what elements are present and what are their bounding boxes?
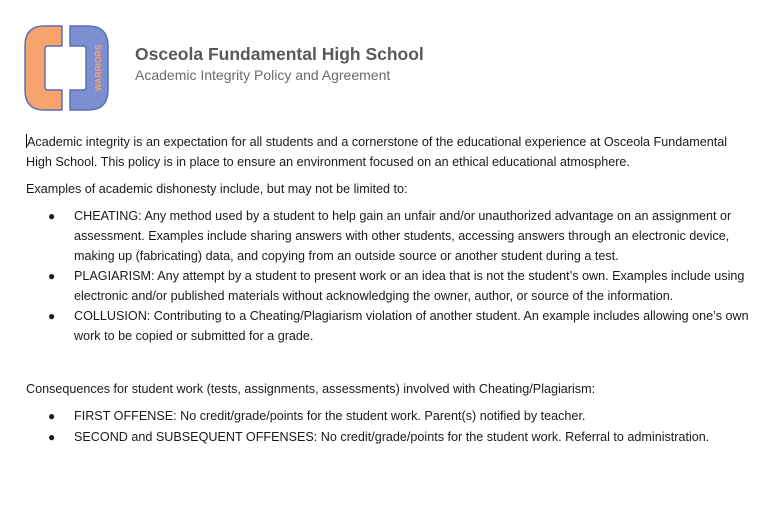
school-name: Osceola Fundamental High School xyxy=(135,44,424,64)
list-item-text: CHEATING: Any method used by a student to help gain an unfair and/or unauthorized advantage on an assignment or assessment. Examples include sharing answers with other students, accessing answers through an electronic device, making up (fabricating) data, and copying from an outside source or another student during a test. xyxy=(74,209,732,263)
consequences-list xyxy=(26,406,751,447)
list-item xyxy=(26,427,751,447)
document-header xyxy=(22,22,762,114)
logo-text: WARRIORS xyxy=(93,44,103,92)
list-item-text: PLAGIARISM: Any attempt by a student to present work or an idea that is not the student’s own. Examples include using electronic and/or published materials without acknowledging the owner, author, or source of the information. xyxy=(74,269,745,303)
list-item xyxy=(26,266,751,306)
list-item-text: FIRST OFFENSE: No credit/grade/points for the student work. Parent(s) notified by teacher. xyxy=(74,409,586,423)
list-item xyxy=(26,406,751,426)
bullet-icon: ● xyxy=(48,309,56,323)
document-subtitle: Academic Integrity Policy and Agreement xyxy=(135,67,391,83)
examples-list xyxy=(26,206,751,346)
school-logo xyxy=(22,22,112,114)
bullet-icon: ● xyxy=(48,430,56,444)
consequences-heading: Consequences for student work (tests, assignments, assessments) involved with Cheating/Plagiarism: xyxy=(26,382,596,396)
examples-heading: Examples of academic dishonesty include, but may not be limited to: xyxy=(26,182,408,196)
intro-paragraph xyxy=(26,132,751,172)
list-item-text: SECOND and SUBSEQUENT OFFENSES: No credit/grade/points for the student work. Referral to administration. xyxy=(74,430,710,444)
document-body[interactable] xyxy=(26,132,751,448)
bullet-icon: ● xyxy=(48,409,56,423)
bullet-icon: ● xyxy=(48,269,56,283)
list-item xyxy=(26,206,751,266)
intro-text: Academic integrity is an expectation for all students and a cornerstone of the educational experience at Osceola Fundamental High School. This policy is in place to ensure an environment focused on an ethical educational atmosphere. xyxy=(26,135,728,169)
list-item-text: COLLUSION: Contributing to a Cheating/Plagiarism violation of another student. An example includes allowing one’s own work to be copied or submitted for a grade. xyxy=(74,309,749,343)
bullet-icon: ● xyxy=(48,209,56,223)
list-item xyxy=(26,306,751,346)
